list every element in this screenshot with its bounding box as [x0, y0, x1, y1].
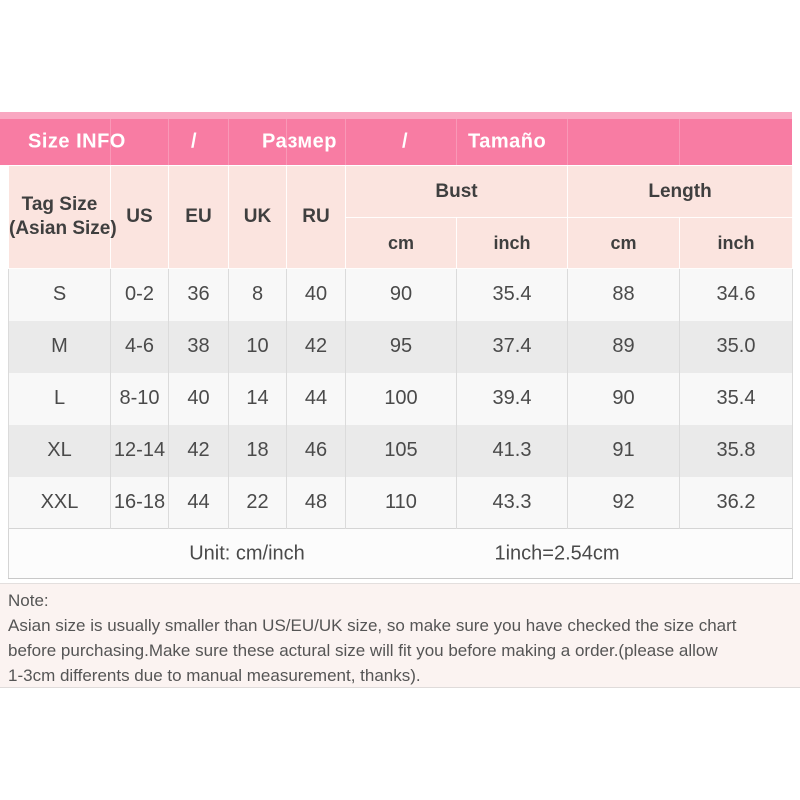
banner-divider: [679, 119, 680, 165]
tag-size-header: [9, 166, 117, 269]
banner-top-strip: [0, 112, 792, 119]
length-cm-cell: 92: [568, 477, 680, 529]
length-inch-cell: 35.4: [680, 373, 793, 425]
us-cell: 12-14: [111, 425, 169, 477]
bust-inch-cell: 39.4: [457, 373, 568, 425]
us-cell: 4-6: [111, 321, 169, 373]
bust-inch-cell: 41.3: [457, 425, 568, 477]
size-cell: L: [9, 373, 111, 425]
bust-cm-header: cm: [346, 218, 457, 269]
banner-divider: [456, 119, 457, 165]
length-inch-cell: 34.6: [680, 269, 793, 321]
banner-separator: /: [191, 130, 198, 153]
table-row-xxl: [9, 477, 793, 529]
table-row-l: [9, 373, 793, 425]
size-table: [8, 165, 793, 579]
bust-cm-cell: 95: [346, 321, 457, 373]
size-cell: XXL: [9, 477, 111, 529]
length-inch-cell: 35.8: [680, 425, 793, 477]
uk-cell: 10: [229, 321, 287, 373]
conversion-label: 1inch=2.54cm: [494, 542, 620, 564]
bust-inch-cell: 37.4: [457, 321, 568, 373]
size-cell: XL: [9, 425, 111, 477]
us-cell: 16-18: [111, 477, 169, 529]
length-cm-cell: 88: [568, 269, 680, 321]
banner-separator: /: [402, 130, 409, 153]
banner-divider: [228, 119, 229, 165]
eu-cell: 42: [169, 425, 229, 477]
note-section: [0, 583, 800, 688]
bust-group-header: Bust: [346, 166, 568, 218]
length-cm-cell: 91: [568, 425, 680, 477]
ru-cell: 46: [287, 425, 346, 477]
unit-footer-cell: [9, 529, 793, 579]
bust-inch-cell: 35.4: [457, 269, 568, 321]
bust-inch-cell: 43.3: [457, 477, 568, 529]
length-inch-header: inch: [680, 218, 793, 269]
length-cm-header: cm: [568, 218, 680, 269]
ru-cell: 40: [287, 269, 346, 321]
tag-size-line2: (Asian Size): [9, 218, 117, 239]
ru-header: RU: [287, 166, 346, 269]
note-line: Asian size is usually smaller than US/EU/UK size, so make sure you have checked the size chart: [8, 616, 737, 635]
unit-footer-row: [9, 529, 793, 579]
ru-cell: 44: [287, 373, 346, 425]
banner-title-en: Size INFO: [28, 130, 126, 153]
table-row-m: [9, 321, 793, 373]
note-line: before purchasing.Make sure these actural size will fit you before making a order.(please allow: [8, 641, 718, 660]
bust-cm-cell: 105: [346, 425, 457, 477]
bust-cm-cell: 90: [346, 269, 457, 321]
uk-header: UK: [229, 166, 287, 269]
length-inch-cell: 36.2: [680, 477, 793, 529]
length-cm-cell: 90: [568, 373, 680, 425]
us-cell: 0-2: [111, 269, 169, 321]
uk-cell: 14: [229, 373, 287, 425]
length-cm-cell: 89: [568, 321, 680, 373]
size-info-banner: [0, 112, 792, 165]
uk-cell: 18: [229, 425, 287, 477]
header-row-groups: [9, 166, 793, 218]
eu-cell: 36: [169, 269, 229, 321]
tag-size-line1: Tag Size: [21, 194, 98, 215]
banner-title-es: Tamaño: [468, 130, 547, 153]
eu-cell: 38: [169, 321, 229, 373]
note-title: Note:: [8, 591, 49, 610]
eu-header: EU: [169, 166, 229, 269]
banner-title-ru: Размер: [262, 130, 338, 153]
banner-divider: [345, 119, 346, 165]
uk-cell: 22: [229, 477, 287, 529]
us-cell: 8-10: [111, 373, 169, 425]
note-line: 1-3cm differents due to manual measurement, thanks).: [8, 666, 421, 685]
table-row-s: [9, 269, 793, 321]
uk-cell: 8: [229, 269, 287, 321]
length-group-header: Length: [568, 166, 793, 218]
us-header: US: [111, 166, 169, 269]
ru-cell: 42: [287, 321, 346, 373]
bust-cm-cell: 100: [346, 373, 457, 425]
eu-cell: 40: [169, 373, 229, 425]
bust-cm-cell: 110: [346, 477, 457, 529]
banner-divider: [168, 119, 169, 165]
ru-cell: 48: [287, 477, 346, 529]
eu-cell: 44: [169, 477, 229, 529]
bust-inch-header: inch: [457, 218, 568, 269]
length-inch-cell: 35.0: [680, 321, 793, 373]
size-cell: S: [9, 269, 111, 321]
banner-divider: [567, 119, 568, 165]
table-row-xl: [9, 425, 793, 477]
unit-label: Unit: cm/inch: [189, 542, 305, 564]
size-cell: M: [9, 321, 111, 373]
